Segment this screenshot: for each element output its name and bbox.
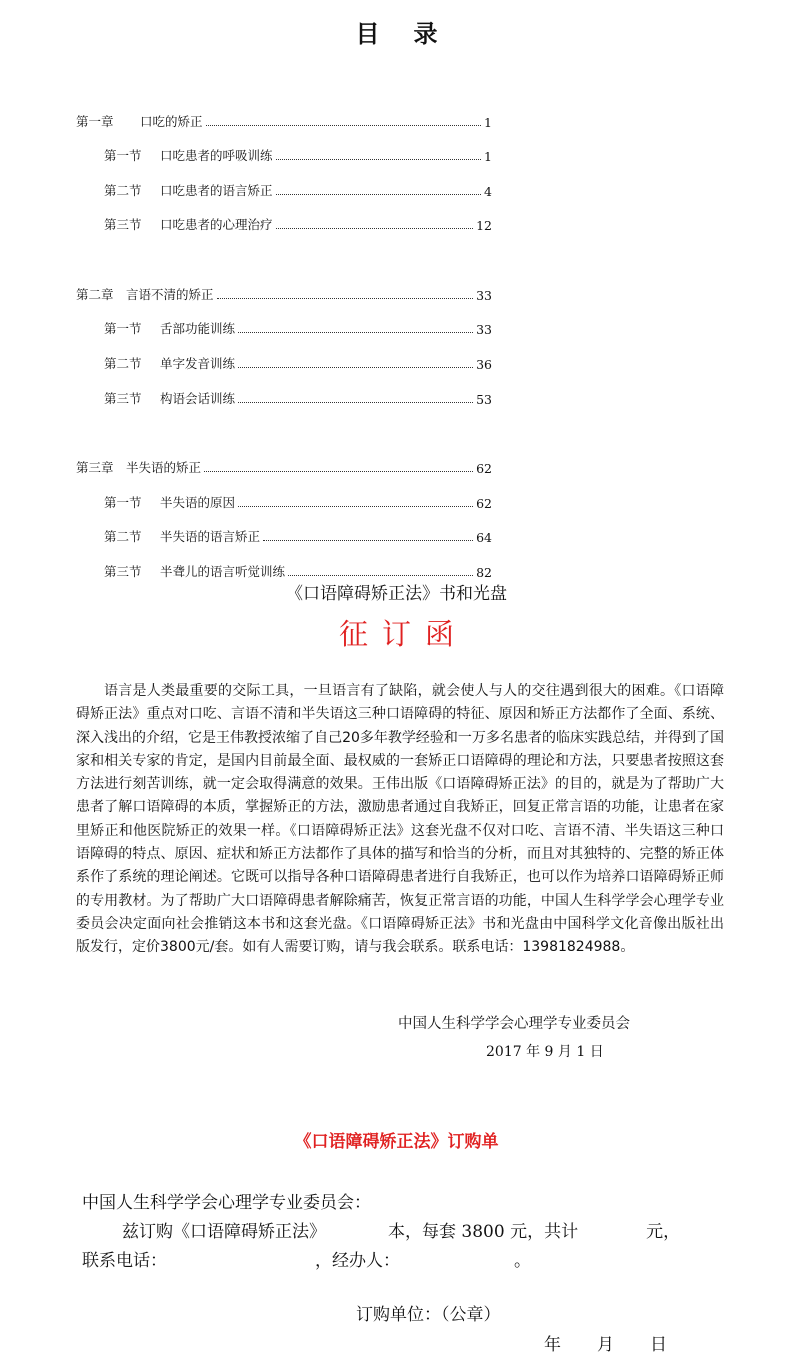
order-price-text: 本，每套 3800 元，共计 <box>388 1222 579 1242</box>
section-number: 第三节 <box>104 217 142 232</box>
section-title: 口吃患者的呼吸训练 <box>160 148 273 163</box>
day-label: 日 <box>650 1335 667 1355</box>
toc-chapter-2[interactable] <box>76 285 492 303</box>
toc-section-3-1[interactable] <box>104 493 492 511</box>
section-title: 构语会话训练 <box>160 391 236 406</box>
toc-page-number: 1 <box>484 149 492 164</box>
order-unit-seal: 订购单位：（公章） <box>356 1305 501 1325</box>
contact-phone-label: 联系电话： <box>82 1251 167 1271</box>
order-addressee: 中国人生科学学会心理学专业委员会： <box>82 1193 371 1213</box>
toc-title: 目录 <box>355 20 472 48</box>
toc-leader <box>276 159 482 160</box>
toc-chapter-1[interactable] <box>76 112 492 130</box>
order-yuan-text: 元， <box>646 1222 681 1242</box>
toc-leader <box>276 228 474 229</box>
order-quantity-line <box>122 1217 680 1242</box>
section-number: 第三节 <box>104 564 142 579</box>
year-label: 年 <box>544 1335 561 1355</box>
order-contact-line <box>82 1246 531 1271</box>
toc-leader <box>276 194 482 195</box>
section-title: 口吃患者的心理治疗 <box>160 217 273 232</box>
section-title: 半聋儿的语言听觉训练 <box>160 564 286 579</box>
chapter-title: 半失语的矫正 <box>126 460 202 475</box>
chapter-number: 第三章 <box>76 460 114 475</box>
toc-page-number: 12 <box>476 218 492 233</box>
section-number: 第二节 <box>104 183 142 198</box>
chapter-title: 口吃的矫正 <box>140 114 203 129</box>
month-label: 月 <box>597 1335 614 1355</box>
toc-section-1-1[interactable] <box>104 146 492 164</box>
toc-leader <box>263 540 473 541</box>
section-number: 第一节 <box>104 148 142 163</box>
section-title: 半失语的语言矫正 <box>160 529 261 544</box>
toc-section-3-3[interactable] <box>104 562 492 580</box>
toc-section-1-2[interactable] <box>104 181 492 199</box>
toc-page-number: 36 <box>476 357 492 372</box>
toc-section-2-3[interactable] <box>104 389 492 407</box>
toc-page-number: 33 <box>476 288 492 303</box>
toc-leader <box>206 125 482 126</box>
toc-page-number: 62 <box>476 461 492 476</box>
toc-page-number: 62 <box>476 496 492 511</box>
letter-subtitle: 《口语障碍矫正法》书和光盘 <box>286 584 507 604</box>
toc-page-number: 64 <box>476 530 492 545</box>
letter-organization: 中国人生科学学会心理学专业委员会 <box>398 1016 630 1032</box>
section-title: 半失语的原因 <box>160 495 236 510</box>
section-number: 第三节 <box>104 391 142 406</box>
toc-leader <box>238 332 473 333</box>
section-title: 口吃患者的语言矫正 <box>160 183 273 198</box>
toc-leader <box>204 471 473 472</box>
toc-page-number: 53 <box>476 392 492 407</box>
section-number: 第二节 <box>104 356 142 371</box>
order-date-blanks <box>544 1330 667 1355</box>
section-title: 单字发音训练 <box>160 356 236 371</box>
toc-page-number: 1 <box>484 115 492 130</box>
order-form-title: 《口语障碍矫正法》订购单 <box>294 1132 499 1152</box>
toc-section-1-3[interactable] <box>104 215 492 233</box>
section-number: 第一节 <box>104 321 142 336</box>
toc-section-3-2[interactable] <box>104 527 492 545</box>
toc-page-number: 4 <box>484 184 492 199</box>
letter-title: 征订函 <box>338 617 468 651</box>
letter-date: 2017 年 9 月 1 日 <box>486 1044 604 1060</box>
section-title: 舌部功能训练 <box>160 321 236 336</box>
chapter-number: 第二章 <box>76 287 114 302</box>
letter-body: 语言是人类最重要的交际工具，一旦语言有了缺陷，就会使人与人的交往遇到很大的困难。《口语障碍矫正法》重点对口吃、言语不清和半失语这三种口语障碍的特征、原因和矫正方法都作了全面、系统、深入浅出的介绍，它是王伟教授浓缩了自己20多年教学经验和一万多名患者的临床实践总结，并得到了国家和相关专家的肯定，是国内目前最全面、最权威的一套矫正口语障碍的理论和方法，只要患者按照这套方法进行刻苦训练，就一定会取得满意的效果。王伟出版《口语障碍矫正法》的目的，就是为了帮助广大患者了解口语障碍的本质，掌握矫正的方法，激励患者通过自我矫正，回复正常言语的功能，让患者在家里矫正和他医院矫正的效果一样。《口语障碍矫正法》这套光盘不仅对口吃、言语不清、半失语这三种口语障碍的特点、原因、症状和矫正方法都作了具体的描写和恰当的分析，而且对其独特的、完整的矫正体系作了系统的理论阐述。它既可以指导各种口语障碍患者进行自我矫正，也可以作为培养口语障碍矫正师的专用教材。为了帮助广大口语障碍患者解除痛苦，恢复正常言语的功能，中国人生科学学会心理学专业委员会决定面向社会推销这本书和这套光盘。《口语障碍矫正法》书和光盘由中国科学文化音像出版社出版发行，定价3800元/套。如有人需要订购，请与我会联系。联系电话：13981824988。 <box>76 683 724 956</box>
toc-page-number: 82 <box>476 565 492 580</box>
toc-leader <box>238 506 473 507</box>
section-number: 第一节 <box>104 495 142 510</box>
chapter-title: 言语不清的矫正 <box>126 287 214 302</box>
toc-section-2-2[interactable] <box>104 354 492 372</box>
order-quantity-prefix: 兹订购《口语障碍矫正法》 <box>122 1222 326 1242</box>
toc-chapter-3[interactable] <box>76 458 492 476</box>
toc-leader <box>238 402 473 403</box>
toc-leader <box>217 298 474 299</box>
section-number: 第二节 <box>104 529 142 544</box>
line-end-period: 。 <box>514 1251 531 1271</box>
toc-leader <box>288 575 473 576</box>
toc-section-2-1[interactable] <box>104 319 492 337</box>
chapter-number: 第一章 <box>76 114 114 129</box>
handler-label: ，经办人： <box>315 1251 400 1271</box>
toc-page-number: 33 <box>476 322 492 337</box>
toc-leader <box>238 367 473 368</box>
